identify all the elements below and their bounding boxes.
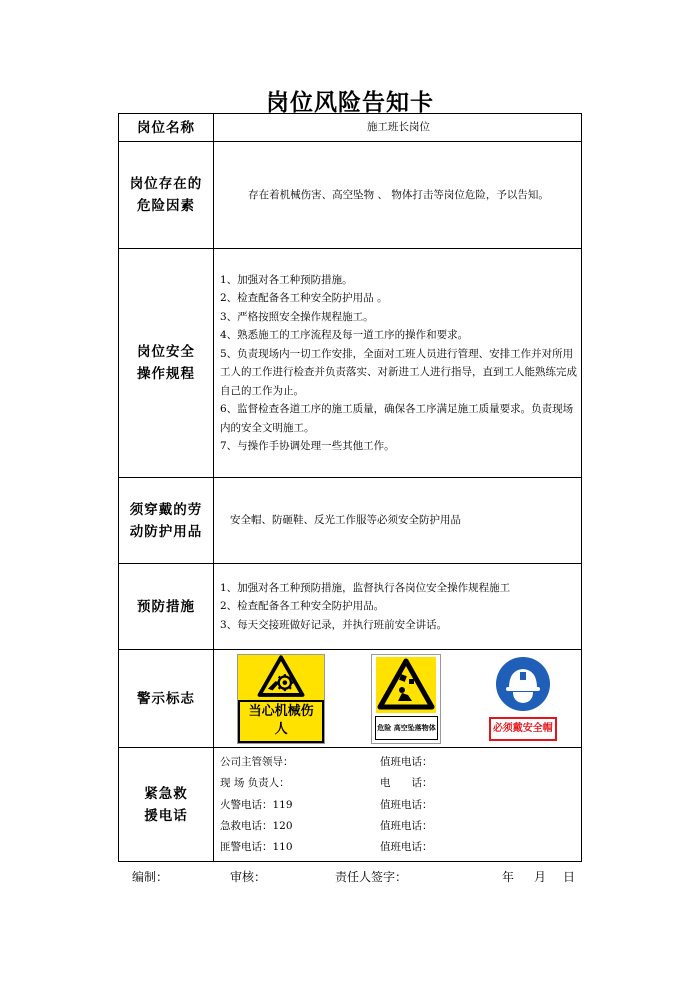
sign-helmet — [488, 656, 558, 742]
prevention-label: 预防措施 — [119, 564, 214, 650]
warning-signs-group — [214, 651, 581, 747]
safety-rules-label: 岗位安全 操作规程 — [119, 249, 214, 478]
ppe-value: 安全帽、防砸鞋、反光工作服等必须安全防护用品 — [214, 478, 582, 564]
list-item: 3、严格按照安全操作规程施工。 — [220, 310, 374, 323]
compiled-by-label: 编制： — [132, 870, 169, 884]
ppe-label: 须穿戴的劳 动防护用品 — [119, 478, 214, 564]
responsible-signature-label: 责任人签字： — [335, 870, 408, 884]
emergency-label: 紧急救 援电话 — [119, 748, 214, 862]
phone-entry: 值班电话： — [380, 756, 433, 768]
safety-rules-list — [214, 249, 582, 478]
list-item: 3、每天交接班做好记录，并执行班前安全讲话。 — [220, 618, 448, 631]
phone-entry: 现 场 负责人： — [220, 777, 290, 790]
list-item: 1、加强对各工种预防措施，监督执行各岗位安全操作规程施工 — [220, 581, 511, 594]
warning-signs-label: 警示标志 — [119, 650, 214, 748]
prevention-list — [214, 564, 582, 650]
list-item: 5、负责现场内一切工作安排，全面对工班人员进行管理、安排工作并对所用工人的工作进行检查并负责落实、对新进工人进行指导，直到工人能熟练完成自己的工作为止。 — [220, 347, 577, 397]
list-item: 4、熟悉施工的工序流程及每一道工序的操作和要求。 — [220, 329, 469, 341]
sign-helmet-text: 必须戴安全帽 — [489, 717, 557, 742]
row-safety-rules — [119, 249, 582, 478]
hazards-value: 存在着机械伤害、高空坠物 、 物体打击等岗位危险，予以告知。 — [214, 142, 582, 249]
row-post-name — [119, 114, 582, 142]
row-hazards — [119, 142, 582, 249]
date-day-label: 日 — [563, 870, 576, 884]
sign-falling-object — [371, 654, 441, 744]
phone-entry: 值班电话： — [380, 841, 433, 854]
date-year-label: 年 — [502, 870, 515, 884]
phone-entry: 火警电话：119 — [220, 798, 293, 811]
sign-machinery-text: 当心机械伤人 — [238, 700, 324, 743]
list-item: 7、与操作手协调处理一些其他工作。 — [220, 440, 395, 452]
phone-entry: 急救电话：120 — [220, 819, 293, 832]
phone-entry: 公司主管领导： — [220, 756, 294, 768]
row-emergency — [119, 748, 582, 862]
list-item: 2、检查配备各工种安全防护用品 。 — [220, 292, 388, 304]
date-month-label: 月 — [534, 870, 547, 884]
list-item: 1、加强对各工种预防措施。 — [220, 273, 353, 286]
emergency-phone-list — [220, 748, 577, 858]
phone-entry: 匪警电话：110 — [220, 841, 293, 854]
machinery-injury-warning-icon — [250, 655, 312, 698]
row-ppe — [119, 478, 582, 564]
sign-falling-object-text: 危险 高空坠落物体 — [375, 716, 437, 741]
sign-machinery — [237, 654, 325, 744]
wear-helmet-mandatory-icon — [495, 656, 551, 712]
falling-object-warning-icon — [376, 657, 436, 713]
phone-entry: 电 话： — [380, 777, 433, 790]
list-item: 2、检查配备各工种安全防护用品。 — [220, 600, 385, 613]
page-title: 岗位风险告知卡 — [266, 90, 434, 116]
post-name-value: 施工班长岗位 — [214, 114, 582, 142]
phone-entry: 值班电话： — [380, 798, 433, 811]
post-name-label: 岗位名称 — [119, 114, 214, 142]
signature-footer — [0, 868, 700, 888]
phone-entry: 值班电话： — [380, 819, 433, 832]
risk-card-table — [118, 113, 582, 862]
reviewed-by-label: 审核： — [230, 870, 267, 884]
list-item: 6、监督检查各道工序的施工质量，确保各工序满足施工质量要求。负责现场内的安全文明施工。 — [220, 403, 574, 434]
row-warning-signs — [119, 650, 582, 748]
hazards-label: 岗位存在的 危险因素 — [119, 142, 214, 249]
row-prevention — [119, 564, 582, 650]
